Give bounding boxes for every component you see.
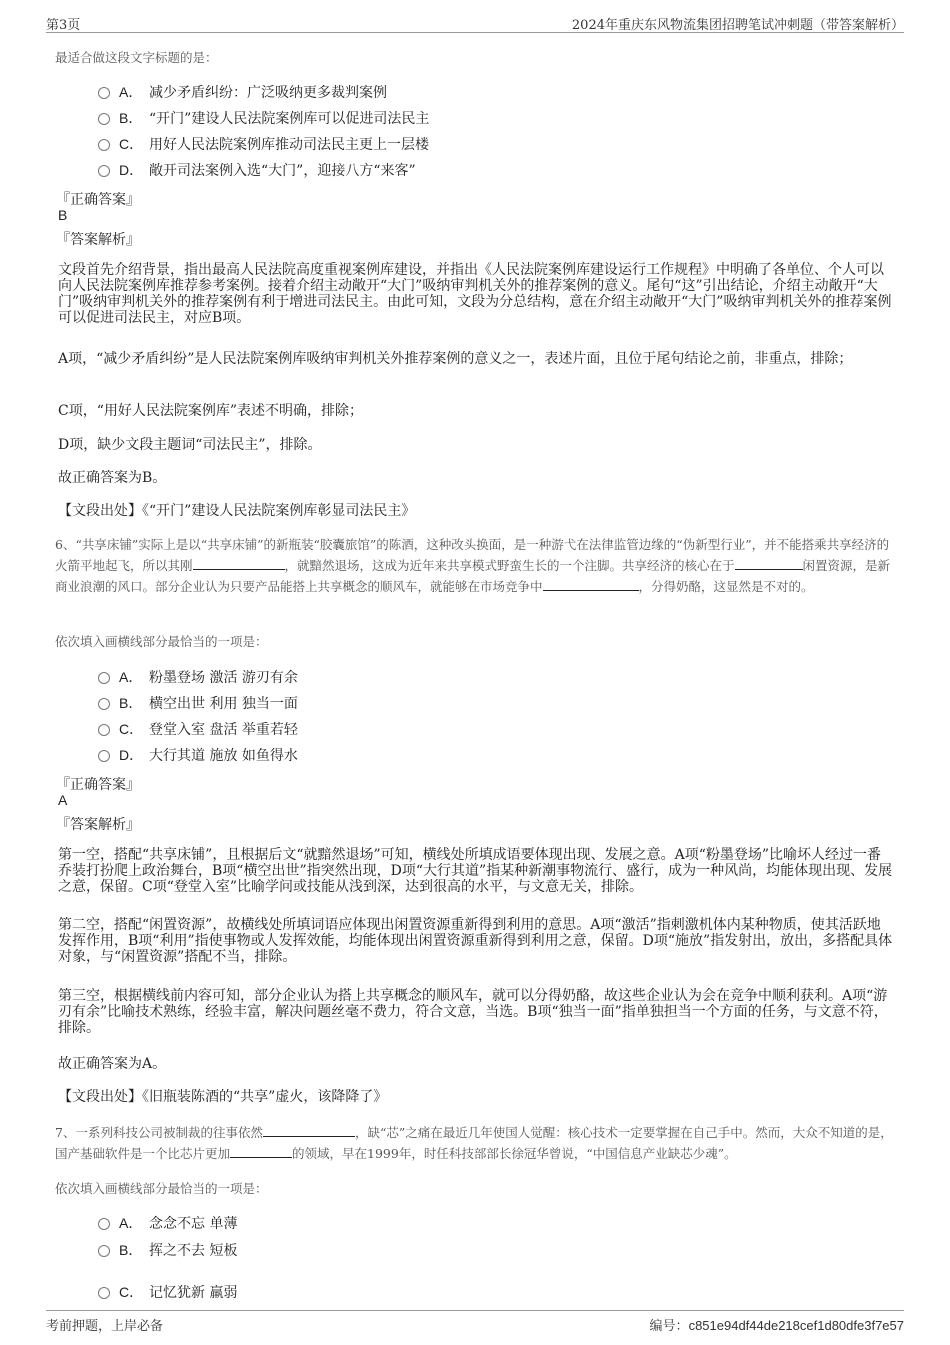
page-header: [46, 12, 904, 33]
radio-icon[interactable]: [98, 113, 110, 125]
document-code: [650, 1315, 904, 1334]
q7-stem: 7、一系列科技公司被制裁的往事依然 ，缺“芯”之痛在最近几年使国人觉醒：核心技术一定要掌握在自己手中。然而，大众不知道的是，国产基础软件是一个比芯片更加 的领域，早在1999年，时任科技部部长徐冠华曾说，“中国信息产业缺芯少魂”。: [55, 1125, 893, 1161]
q6-source: 【文段出处】《旧瓶装陈酒的“共享”虚火，该降降了》: [58, 1089, 388, 1105]
q5-analysis-4: D项，缺少文段主题词“司法民主”，排除。: [58, 437, 322, 453]
document-title: 2024年重庆东风物流集团招聘笔试冲刺题（带答案解析）: [571, 18, 904, 33]
page-number: 第3页: [46, 18, 81, 33]
q5-answer-label: 『正确答案』: [56, 192, 140, 208]
q5-option-b[interactable]: B． “开门”建设人民法院案例库可以促进司法民主: [98, 108, 429, 128]
radio-icon[interactable]: [98, 165, 110, 177]
q6-option-b[interactable]: B． 横空出世 利用 独当一面: [98, 693, 298, 713]
radio-icon[interactable]: [98, 672, 110, 684]
code-label: 编号：: [649, 1319, 689, 1334]
q5-analysis-3: C项，“用好人民法院案例库”表述不明确，排除；: [58, 403, 364, 419]
q6-option-c[interactable]: C． 登堂入室 盘活 举重若轻: [98, 719, 298, 739]
q6-answer: A: [58, 792, 68, 808]
q6-analysis-4: 故正确答案为A。: [58, 1056, 167, 1072]
radio-icon[interactable]: [98, 1218, 110, 1230]
radio-icon[interactable]: [98, 1245, 110, 1257]
q6-prompt: 依次填入画横线部分最恰当的一项是：: [55, 634, 268, 649]
q6-option-a[interactable]: A． 粉墨登场 激活 游刃有余: [98, 667, 298, 687]
page-footer: [46, 1310, 904, 1333]
blank-3: [543, 578, 639, 591]
q6-option-d[interactable]: D． 大行其道 施放 如鱼得水: [98, 745, 298, 765]
q5-option-a[interactable]: A． 减少矛盾纠纷：广泛吸纳更多裁判案例: [98, 82, 387, 102]
q5-analysis-label: 『答案解析』: [56, 232, 140, 248]
q5-analysis-5: 故正确答案为B。: [58, 470, 167, 486]
q6-analysis-1: 第一空，搭配“共享床铺”，且根据后文“就黯然退场”可知，横线处所填成语要体现出现、发展之意。A项“粉墨登场”比喻坏人经过一番乔装打扮爬上政治舞台，B项“横空出世”指突然出现，D项“大行其道”指某种新潮事物流行、盛行，成为一种风尚，均能体现出现、发展之意，保留。C项“登堂入室”比喻学问或技能从浅到深，达到很高的水平，与文意无关，排除。: [58, 847, 893, 895]
q6-analysis-label: 『答案解析』: [56, 817, 140, 833]
q7-option-b[interactable]: B． 挥之不去 短板: [98, 1240, 237, 1260]
q5-option-c[interactable]: C． 用好人民法院案例库推动司法民主更上一层楼: [98, 134, 429, 154]
code-value: c851e94df44de218cef1d80dfe3f7e57: [688, 1318, 904, 1333]
q5-answer: B: [58, 207, 68, 223]
radio-icon[interactable]: [98, 139, 110, 151]
radio-icon[interactable]: [98, 1287, 110, 1299]
q7-option-a[interactable]: A． 念念不忘 单薄: [98, 1213, 237, 1233]
blank-2: [735, 557, 803, 570]
radio-icon[interactable]: [98, 724, 110, 736]
q6-answer-label: 『正确答案』: [56, 777, 140, 793]
q5-option-d[interactable]: D． 敞开司法案例入选“大门”，迎接八方“来客”: [98, 160, 416, 180]
footer-slogan: 考前押题，上岸必备: [46, 1319, 164, 1334]
radio-icon[interactable]: [98, 750, 110, 762]
q5-analysis-2: A项，“减少矛盾纠纷”是人民法院案例库吸纳审判机关外推荐案例的意义之一，表述片面，且位于尾句结论之前，非重点，排除；: [58, 351, 853, 367]
radio-icon[interactable]: [98, 698, 110, 710]
q6-analysis-3: 第三空，根据横线前内容可知，部分企业认为搭上共享概念的顺风车，就可以分得奶酪，故这些企业认为会在竞争中顺利获利。A项“游刃有余”比喻技术熟练，经验丰富，解决问题丝毫不费力，符合文意，当选。B项“独当一面”指单独担当一个方面的任务，与文意不符，排除。: [58, 988, 888, 1036]
blank-2: [230, 1145, 292, 1158]
blank-1: [263, 1124, 355, 1137]
q6-stem: 6、“共享床铺”实际上是以“共享床铺”的新瓶装“胶囊旅馆”的陈酒，这种改头换面，是一种游弋在法律监管边缘的“伪新型行业”，并不能搭乘共享经济的火箭平地起飞，所以其刚 ，就黯然退场，这成为近年来共享模式野蛮生长的一个注脚。共享经济的核心在于 闲置资源，是新商业浪潮的风口。部分企业认为只要产品能搭上共享概念的顺风车，就能够在市场竞争中 ，分得奶酪，这显然是不对的。: [55, 537, 891, 594]
q5-source: 【文段出处】《“开门”建设人民法院案例库彰显司法民主》: [58, 503, 416, 519]
blank-1: [193, 557, 285, 570]
q5-analysis-1: 文段首先介绍背景，指出最高人民法院高度重视案例库建设，并指出《人民法院案例库建设运行工作规程》中明确了各单位、个人可以向人民法院案例库推荐参考案例。接着介绍主动敞开“大门”吸纳审判机关外的推荐案例的意义。尾句“这”引出结论，介绍主动敞开“大门”吸纳审判机关外的推荐案例有利于增进司法民主。由此可知，文段为分总结构，意在介绍主动敞开“大门”吸纳审判机关外的推荐案例可以促进司法民主，对应B项。: [58, 262, 892, 326]
q6-analysis-2: 第二空，搭配“闲置资源”，故横线处所填词语应体现出闲置资源重新得到利用的意思。A项“激活”指刺激机体内某种物质，使其活跃地发挥作用，B项“利用”指使事物或人发挥效能，均能体现出闲置资源重新得到利用之意，保留。D项“施放”指发射出，放出，多搭配具体对象，与“闲置资源”搭配不当，排除。: [58, 917, 893, 965]
q7-prompt: 依次填入画横线部分最恰当的一项是：: [55, 1181, 268, 1196]
q5-prompt: 最适合做这段文字标题的是：: [55, 50, 218, 65]
radio-icon[interactable]: [98, 87, 110, 99]
q7-option-c[interactable]: C． 记忆犹新 羸弱: [98, 1282, 237, 1302]
